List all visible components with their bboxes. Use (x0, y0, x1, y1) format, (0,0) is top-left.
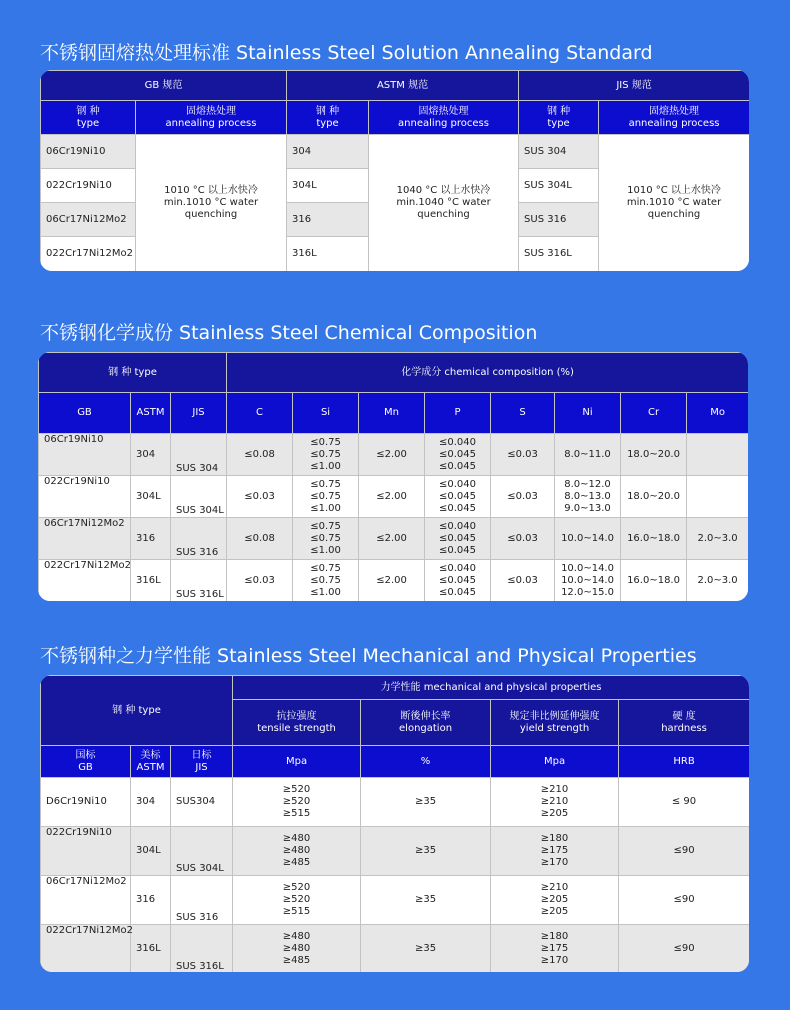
hard-value-cell: ≤90 (619, 876, 749, 925)
gb-grade-cell: 06Cr17Ni12Mo2 (41, 876, 131, 925)
elong-value-cell: ≥35 (361, 876, 491, 925)
s-value-cell: ≤0.03 (491, 560, 555, 602)
yield-value-cell: ≥210 ≥210 ≥205 (491, 778, 619, 827)
jis-grade-cell: SUS 304 (171, 434, 227, 476)
tensile-unit: Mpa (233, 746, 361, 778)
mn-value-cell: ≤2.00 (359, 476, 425, 518)
column-header: S (491, 393, 555, 434)
c-value-cell: ≤0.03 (227, 560, 293, 602)
tensile-value-cell: ≥520 ≥520 ≥515 (233, 876, 361, 925)
elongation-unit: % (361, 746, 491, 778)
yield-value-cell: ≥180 ≥175 ≥170 (491, 827, 619, 876)
si-value-cell: ≤0.75 ≤0.75 ≤1.00 (293, 560, 359, 602)
yield-header: 规定非比例延伸强度 yield strength (491, 700, 619, 746)
jis-grade-cell: SUS 316L (519, 237, 599, 272)
column-header: C (227, 393, 293, 434)
astm-grade-cell: 316L (131, 925, 171, 973)
elong-value-cell: ≥35 (361, 778, 491, 827)
gb-grade-cell: 022Cr17Ni12Mo2 (41, 925, 131, 973)
column-header: P (425, 393, 491, 434)
annealing-table-card (40, 70, 749, 271)
column-header: Si (293, 393, 359, 434)
gb-grade-cell: 022Cr19Ni10 (41, 827, 131, 876)
hard-value-cell: ≤90 (619, 925, 749, 973)
jis-grade-cell: SUS 316 (519, 203, 599, 237)
annealing-section-title: 不锈钢固熔热处理标准 Stainless Steel Solution Annealing Standard (40, 42, 653, 64)
astm-grade-cell: 304 (131, 434, 171, 476)
astm-grade-cell: 316 (131, 876, 171, 925)
jis-group-header: JIS 规范 (519, 71, 749, 101)
c-value-cell: ≤0.08 (227, 518, 293, 560)
elongation-header: 断後伸长率 elongation (361, 700, 491, 746)
astm-grade-cell: 304 (287, 135, 369, 169)
gb-grade-cell: 022Cr19Ni10 (41, 169, 136, 203)
gb-grade-cell: 022Cr17Ni12Mo2 (41, 237, 136, 272)
ni-value-cell: 8.0~12.0 8.0~13.0 9.0~13.0 (555, 476, 621, 518)
gb-grade-cell: D6Cr19Ni10 (41, 778, 131, 827)
si-value-cell: ≤0.75 ≤0.75 ≤1.00 (293, 434, 359, 476)
column-header: Cr (621, 393, 687, 434)
mechanical-table (40, 675, 749, 972)
mo-value-cell: 2.0~3.0 (687, 560, 748, 602)
si-value-cell: ≤0.75 ≤0.75 ≤1.00 (293, 518, 359, 560)
column-header: JIS (171, 393, 227, 434)
column-header: ASTM (131, 393, 171, 434)
cr-value-cell: 16.0~18.0 (621, 518, 687, 560)
jis-grade-cell: SUS 316L (171, 560, 227, 602)
s-value-cell: ≤0.03 (491, 434, 555, 476)
astm-process-header: 固熔热处理 annealing process (369, 101, 519, 135)
astm-header: 美标 ASTM (131, 746, 171, 778)
astm-grade-cell: 316L (131, 560, 171, 602)
si-value-cell: ≤0.75 ≤0.75 ≤1.00 (293, 476, 359, 518)
type-header: 钢 种 type (39, 353, 227, 393)
c-value-cell: ≤0.08 (227, 434, 293, 476)
column-header: Mn (359, 393, 425, 434)
astm-grade-cell: 316L (287, 237, 369, 272)
jis-grade-cell: SUS 304L (171, 827, 233, 876)
p-value-cell: ≤0.040 ≤0.045 ≤0.045 (425, 560, 491, 602)
astm-group-header: ASTM 规范 (287, 71, 519, 101)
cr-value-cell: 16.0~18.0 (621, 560, 687, 602)
jis-grade-cell: SUS 316 (171, 876, 233, 925)
composition-section-title: 不锈钢化学成份 Stainless Steel Chemical Composition (40, 322, 538, 344)
column-header: Mo (687, 393, 748, 434)
mechanical-header: 力学性能 mechanical and physical properties (233, 676, 749, 700)
astm-grade-cell: 316 (287, 203, 369, 237)
hard-value-cell: ≤ 90 (619, 778, 749, 827)
gb-grade-cell: 06Cr19Ni10 (41, 135, 136, 169)
yield-value-cell: ≥180 ≥175 ≥170 (491, 925, 619, 973)
jis-header: 日标 JIS (171, 746, 233, 778)
column-header: Ni (555, 393, 621, 434)
mn-value-cell: ≤2.00 (359, 518, 425, 560)
jis-type-header: 钢 种 type (519, 101, 599, 135)
jis-grade-cell: SUS304 (171, 778, 233, 827)
gb-group-header: GB 规范 (41, 71, 287, 101)
mo-value-cell (687, 434, 748, 476)
jis-grade-cell: SUS 304 (519, 135, 599, 169)
gb-grade-cell: 06Cr17Ni12Mo2 (41, 203, 136, 237)
s-value-cell: ≤0.03 (491, 518, 555, 560)
astm-grade-cell: 304L (131, 827, 171, 876)
astm-grade-cell: 304L (287, 169, 369, 203)
gb-grade-cell: 022Cr17Ni12Mo2 (39, 560, 131, 602)
ni-value-cell: 10.0~14.0 (555, 518, 621, 560)
mn-value-cell: ≤2.00 (359, 560, 425, 602)
tensile-value-cell: ≥480 ≥480 ≥485 (233, 925, 361, 973)
column-header: GB (39, 393, 131, 434)
astm-grade-cell: 304 (131, 778, 171, 827)
jis-process-header: 固熔热处理 annealing process (599, 101, 749, 135)
ni-value-cell: 8.0~11.0 (555, 434, 621, 476)
yield-value-cell: ≥210 ≥205 ≥205 (491, 876, 619, 925)
mechanical-section-title: 不锈钢种之力学性能 Stainless Steel Mechanical and Physical Properties (40, 645, 697, 667)
astm-grade-cell: 316 (131, 518, 171, 560)
gb-grade-cell: 06Cr19Ni10 (39, 434, 131, 476)
composition-table (38, 352, 748, 601)
mechanical-table-card (40, 675, 749, 972)
hardness-unit: HRB (619, 746, 749, 778)
jis-grade-cell: SUS 316L (171, 925, 233, 973)
c-value-cell: ≤0.03 (227, 476, 293, 518)
astm-process-cell: 1040 °C 以上水快冷 min.1040 °C water quenching (369, 135, 519, 272)
p-value-cell: ≤0.040 ≤0.045 ≤0.045 (425, 434, 491, 476)
cr-value-cell: 18.0~20.0 (621, 476, 687, 518)
type-header: 钢 种 type (41, 676, 233, 746)
gb-type-header: 钢 种 type (41, 101, 136, 135)
gb-grade-cell: 022Cr19Ni10 (39, 476, 131, 518)
astm-type-header: 钢 种 type (287, 101, 369, 135)
jis-process-cell: 1010 °C 以上水快冷 min.1010 °C water quenching (599, 135, 749, 272)
mn-value-cell: ≤2.00 (359, 434, 425, 476)
jis-grade-cell: SUS 304L (171, 476, 227, 518)
mo-value-cell (687, 476, 748, 518)
tensile-header: 抗拉强度 tensile strength (233, 700, 361, 746)
gb-grade-cell: 06Cr17Ni12Mo2 (39, 518, 131, 560)
s-value-cell: ≤0.03 (491, 476, 555, 518)
composition-header: 化学成分 chemical composition (%) (227, 353, 748, 393)
p-value-cell: ≤0.040 ≤0.045 ≤0.045 (425, 518, 491, 560)
elong-value-cell: ≥35 (361, 925, 491, 973)
cr-value-cell: 18.0~20.0 (621, 434, 687, 476)
yield-unit: Mpa (491, 746, 619, 778)
hardness-header: 硬 度 hardness (619, 700, 749, 746)
ni-value-cell: 10.0~14.0 10.0~14.0 12.0~15.0 (555, 560, 621, 602)
gb-header: 国标 GB (41, 746, 131, 778)
jis-grade-cell: SUS 304L (519, 169, 599, 203)
gb-process-cell: 1010 °C 以上水快冷 min.1010 °C water quenching (136, 135, 287, 272)
elong-value-cell: ≥35 (361, 827, 491, 876)
astm-grade-cell: 304L (131, 476, 171, 518)
p-value-cell: ≤0.040 ≤0.045 ≤0.045 (425, 476, 491, 518)
gb-process-header: 固熔热处理 annealing process (136, 101, 287, 135)
mo-value-cell: 2.0~3.0 (687, 518, 748, 560)
hard-value-cell: ≤90 (619, 827, 749, 876)
jis-grade-cell: SUS 316 (171, 518, 227, 560)
composition-table-card (38, 352, 748, 601)
tensile-value-cell: ≥520 ≥520 ≥515 (233, 778, 361, 827)
tensile-value-cell: ≥480 ≥480 ≥485 (233, 827, 361, 876)
annealing-table (40, 70, 749, 271)
